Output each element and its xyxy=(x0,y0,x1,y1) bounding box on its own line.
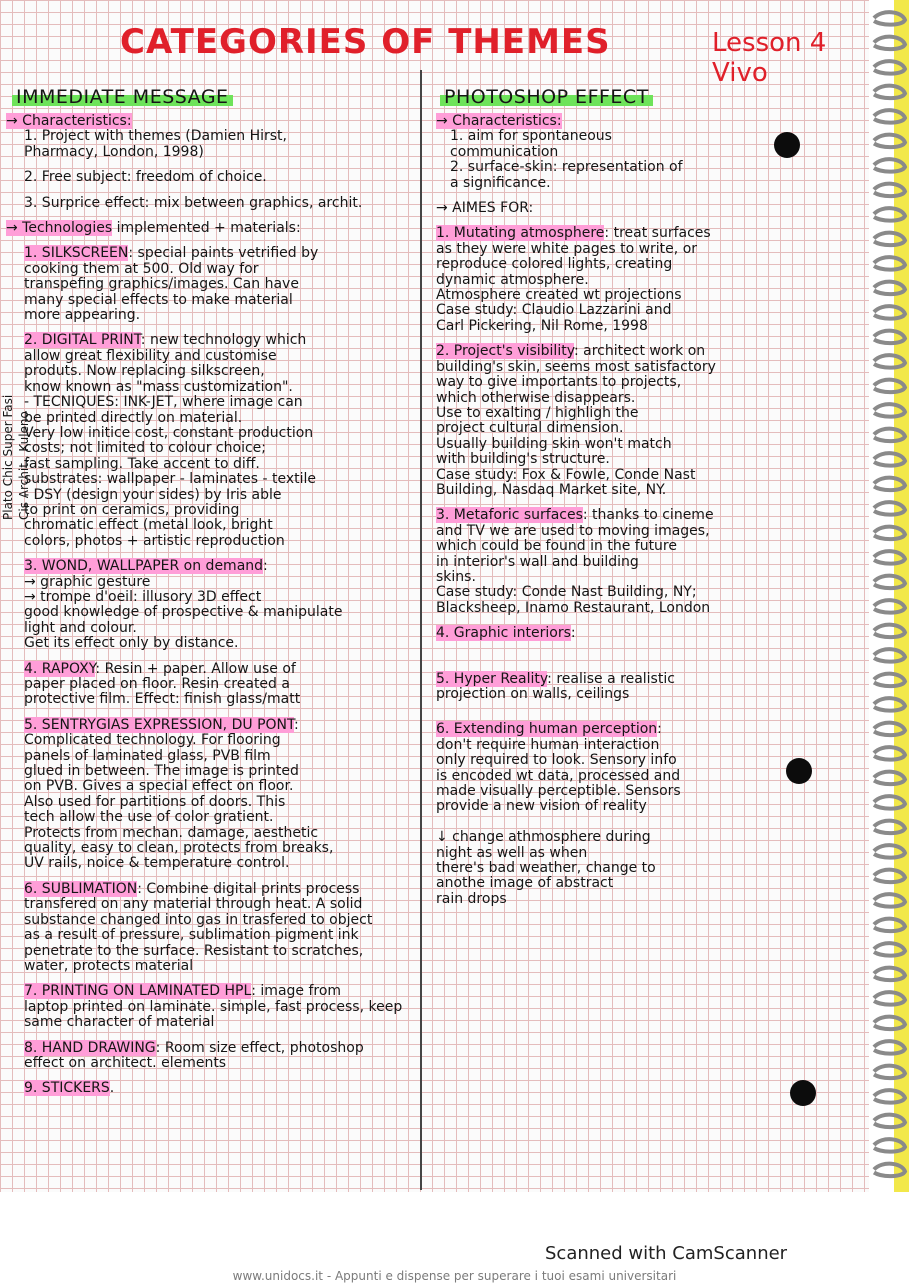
tech-item-label: 6. SUBLIMATION xyxy=(24,880,138,897)
aim-item-text: : don't require human interaction only required to look. Sensory info is encoded wt data, processed and made visually perceptible. Sensors provide a new vision of reality ↓ change athmosphere during night as well as when there's bad weather, change to anothe image of abstract rain drops xyxy=(436,721,681,907)
left-column xyxy=(6,114,412,1097)
left-characteristics-title: → Characteristics: xyxy=(6,113,132,129)
tech-item-text: : image from laptop printed on laminate. simple, fast process, keep same character of material xyxy=(24,983,403,1031)
page-title: CATEGORIES OF THEMES xyxy=(120,22,611,62)
aim-item-text: : treat surfaces as they were white pages to write, or reproduce colored lights, creating dynamic atmosphere. Atmosphere created wt projections Case study: Claudio Lazzarini and Carl Pickering, Nil Rome, 1998 xyxy=(436,225,711,334)
tech-item-text: : special paints vetrified by cooking them at 500. Old way for transpefing graphics/images. Can have many special effects to make material more appearing. xyxy=(24,245,319,324)
aim-item-label: 1. Mutating atmosphere xyxy=(436,225,605,242)
technologies-title: → Technologies xyxy=(6,220,113,237)
lesson-label: Lesson 4 Vivo xyxy=(712,28,827,88)
tech-item-text: : Combine digital prints process transfered on any material through heat. A solid substance changed into gas in trasfered to object as a result of pressure, sublimation pigment ink penetrate to the surface. Resistant to scratches, water, protects material xyxy=(24,880,373,974)
punch-hole xyxy=(786,758,812,784)
aim-item-text: : xyxy=(570,625,576,642)
aim-item-label: 5. Hyper Reality xyxy=(436,670,548,687)
aim-item-text: : thanks to cineme and TV we are used to moving images, which could be found in the future in interior's wall and building skins. Case study: Conde Nast Building, NY; Blacksheep, Inamo Restaurant, London xyxy=(436,507,714,616)
aim-item-label: 4. Graphic interiors xyxy=(436,625,571,642)
punch-hole xyxy=(790,1080,816,1106)
left-characteristic-2: 2. Free subject: freedom of choice. xyxy=(24,169,267,186)
tech-item-text: : Room size effect, photoshop effect on architect. elements xyxy=(24,1039,364,1071)
tech-item-label: 4. RAPOXY xyxy=(24,660,96,677)
tech-item-text: : new technology which allow great flexibility and customise produts. Now replacing silkscreen, know known as "mass customization". - TECNIQUES: INK-JET, where image can be printed directly on material. Very low initice cost, constant production costs; not limited to colour choice; fast sampling. Take accent to diff. substrates: wallpaper - laminates - textile - DSY (design your sides) by Iris able to print on ceramics, providing chromatic effect (metal look, bright colors, photos + artistic reproduction xyxy=(24,332,317,549)
tech-item-text: . xyxy=(109,1080,115,1097)
side-note: Plato Chic Super Fasi Cis Archit., Kuleno xyxy=(1,394,31,520)
left-column-heading: IMMEDIATE MESSAGE xyxy=(12,86,233,108)
watermark-bottom: www.unidocs.it - Appunti e dispense per superare i tuoi esami universitari xyxy=(232,1269,677,1283)
aim-item-text: : architect work on building's skin, seems most satisfactory way to give importants to projects, which otherwise disappears. Use to exalting / highligh the project cultural dimension. Usually building skin won't match with building's structure. Case study: Fox & Fowle, Conde Nast Building, Nasdaq Market site, NY. xyxy=(436,343,716,498)
aim-item-text: : realise a realistic projection on walls, ceilings xyxy=(436,670,675,702)
tech-item-label: 3. WOND, WALLPAPER on demand xyxy=(24,558,264,575)
aim-item-label: 3. Metaforic surfaces xyxy=(436,507,583,524)
left-characteristic-3: 3. Surprice effect: mix between graphics, archit. xyxy=(24,194,363,211)
tech-item-text: : Complicated technology. For flooring panels of laminated glass, PVB film glued in between. The image is printed on PVB. Gives a special effect on floor. Also used for partitions of doors. This tech allow the use of color gratient. Protects from mechan. damage, aesthetic quality, easy to clean, protects from breaks, UV rails, noice & temperature control. xyxy=(24,716,334,872)
spiral-binding xyxy=(872,0,909,1192)
yellow-cover-edge xyxy=(894,0,909,1192)
right-characteristics-title: → Characteristics: xyxy=(436,113,562,129)
aimes-title: → AIMES FOR: xyxy=(436,200,534,217)
aim-item-label: 2. Project's visibility xyxy=(436,343,574,360)
right-characteristic-1: 1. aim for spontaneous communication xyxy=(450,128,612,160)
tech-item-label: 5. SENTRYGIAS EXPRESSION, DU PONT xyxy=(24,716,295,733)
scanner-footer: Scanned with CamScanner xyxy=(545,1243,788,1264)
tech-item-label: 7. PRINTING ON LAMINATED HPL xyxy=(24,983,252,1000)
left-characteristic-1: 1. Project with themes (Damien Hirst, Pharmacy, London, 1998) xyxy=(24,128,287,160)
tech-item-text: : → graphic gesture → trompe d'oeil: illusory 3D effect good knowledge of prospective & manipulate light and colour. Get its effect only by distance. xyxy=(24,558,343,652)
punch-hole xyxy=(774,132,800,158)
column-divider xyxy=(420,70,422,1190)
tech-item-text: : Resin + paper. Allow use of paper placed on floor. Resin created a protective film. Effect: finish glass/matt xyxy=(24,660,301,708)
tech-item-label: 2. DIGITAL PRINT xyxy=(24,332,141,349)
tech-item-label: 8. HAND DRAWING xyxy=(24,1039,156,1056)
right-column xyxy=(436,114,856,907)
tech-item-label: 9. STICKERS xyxy=(24,1080,110,1097)
tech-item-label: 1. SILKSCREEN xyxy=(24,245,129,262)
technologies-suffix: implemented + materials: xyxy=(112,220,301,237)
right-column-heading: PHOTOSHOP EFFECT xyxy=(440,86,653,108)
right-characteristic-2: 2. surface-skin: representation of a significance. xyxy=(450,159,683,191)
aim-item-label: 6. Extending human perception xyxy=(436,721,658,738)
